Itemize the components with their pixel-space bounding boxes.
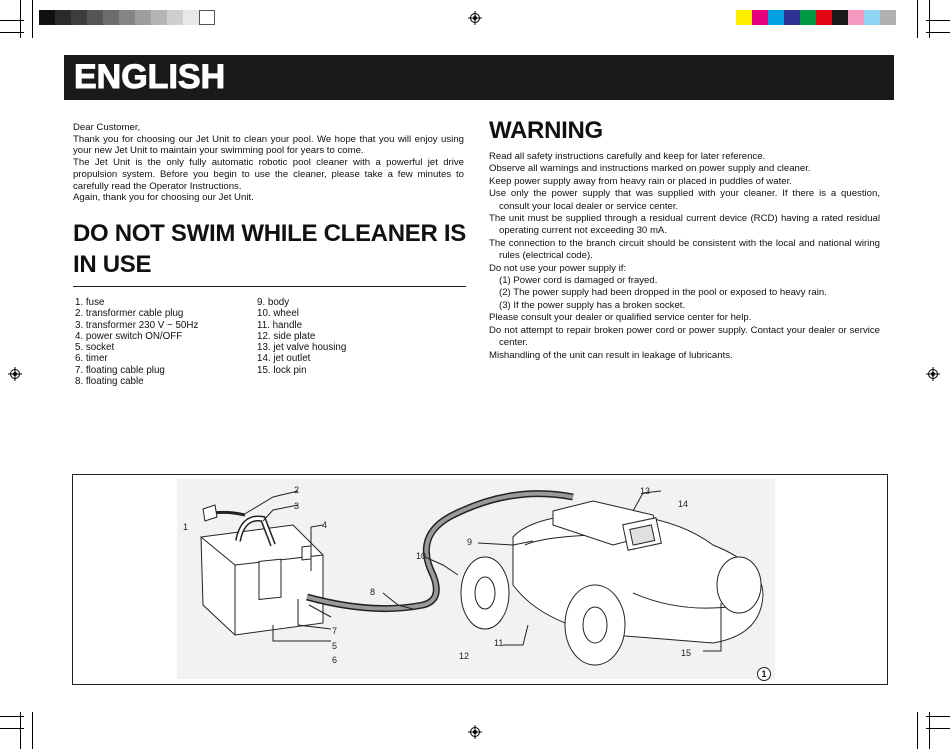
color-swatch — [864, 10, 880, 25]
callout-label: 11 — [494, 638, 504, 648]
color-swatch — [816, 10, 832, 25]
part-item: 2. transformer cable plug — [75, 308, 184, 320]
crop-mark — [929, 712, 930, 749]
intro-paragraph: The Jet Unit is the only fully automatic robotic pool cleaner with a powerful jet drive propulsion system. Before you begin to use the cleaner, please take a few minutes to carefully read the Operator Instructions. — [73, 157, 464, 192]
crop-mark — [926, 32, 950, 33]
registration-mark-icon — [468, 11, 482, 25]
callout-label: 13 — [640, 486, 651, 496]
callout-label: 2 — [294, 485, 300, 495]
power-switch — [302, 546, 311, 560]
crop-mark — [32, 0, 33, 38]
part-item: 14. jet outlet — [257, 353, 311, 365]
crop-mark — [917, 0, 918, 38]
color-swatch — [39, 10, 55, 25]
warning-line: Mishandling of the unit can result in leakage of lubricants. — [489, 349, 733, 361]
color-swatch — [832, 10, 848, 25]
callout-label: 9 — [467, 537, 473, 547]
color-swatch — [848, 10, 864, 25]
warning-line: Use only the power supply that was supplied with your cleaner. If there is a question, consult your local dealer or service center. — [489, 188, 880, 212]
header-title: ENGLISH — [74, 58, 226, 96]
part-item: 13. jet valve housing — [257, 342, 347, 354]
callout-label: 3 — [294, 501, 300, 511]
crop-mark — [917, 712, 918, 749]
swim-caution-heading: DO NOT SWIM WHILE CLEANER IS IN USE — [73, 220, 466, 278]
part-item: 6. timer — [75, 353, 108, 365]
crop-mark — [32, 712, 33, 749]
part-item: 7. floating cable plug — [75, 364, 165, 376]
color-swatch — [752, 10, 768, 25]
part-item: 4. power switch ON/OFF — [75, 330, 183, 342]
warning-line: Observe all warnings and instructions marked on power supply and cleaner. — [489, 163, 811, 175]
intro-paragraph: Dear Customer, — [73, 122, 141, 133]
warning-list — [489, 151, 880, 362]
intro-letter — [73, 122, 464, 204]
color-swatch — [71, 10, 87, 25]
color-swatch — [87, 10, 103, 25]
part-item: 1. fuse — [75, 297, 105, 308]
divider — [73, 286, 466, 287]
color-swatch-bar — [736, 10, 896, 25]
figure-number-badge: 1 — [757, 667, 771, 681]
color-swatch — [199, 10, 215, 25]
callout-label: 1 — [183, 522, 189, 532]
part-item: 10. wheel — [257, 308, 299, 320]
color-swatch — [55, 10, 71, 25]
warning-line: Please consult your dealer or qualified service center for help. — [489, 312, 752, 324]
gray-swatch-bar — [39, 10, 215, 25]
warning-line: Read all safety instructions carefully and keep for later reference. — [489, 151, 766, 162]
warning-line: Keep power supply away from heavy rain or placed in puddles of water. — [489, 175, 792, 187]
callout-label: 12 — [459, 651, 470, 661]
parts-list-col2 — [257, 297, 346, 376]
part-item: 3. transformer 230 V ~ 50Hz — [75, 319, 199, 331]
part-item: 8. floating cable — [75, 376, 144, 388]
color-swatch — [151, 10, 167, 25]
fuse-plug — [203, 505, 217, 521]
product-figure — [72, 474, 888, 685]
part-item: 9. body — [257, 297, 290, 308]
language-header — [56, 55, 894, 100]
color-swatch — [800, 10, 816, 25]
part-item: 15. lock pin — [257, 364, 307, 376]
crop-mark — [0, 32, 24, 33]
warning-title: WARNING — [489, 117, 603, 144]
color-swatch — [183, 10, 199, 25]
registration-mark-icon — [8, 367, 22, 381]
warning-line: Do not attempt to repair broken power cord or power supply. Contact your dealer or service center. — [489, 324, 880, 349]
parts-list-col1 — [75, 297, 198, 387]
callout-label: 14 — [678, 499, 689, 509]
color-swatch — [135, 10, 151, 25]
color-swatch — [103, 10, 119, 25]
warning-line: The unit must be supplied through a residual current device (RCD) having a rated residual operating current not exceeding 30 mA. — [489, 213, 880, 237]
part-item: 12. side plate — [257, 330, 316, 342]
warning-subline: (3) If the power supply has a broken socket. — [499, 299, 686, 311]
timer-panel — [259, 559, 281, 599]
intro-paragraph: Thank you for choosing our Jet Unit to clean your pool. We hope that you will enjoy using your new Jet Unit to maintain your swimming pool for years to come. — [73, 133, 464, 157]
color-swatch — [736, 10, 752, 25]
callout-label: 4 — [322, 520, 328, 530]
color-swatch — [167, 10, 183, 25]
warning-line: The connection to the branch circuit should be consistent with the local and national wiring rules (electrical code). — [489, 237, 880, 262]
color-swatch — [119, 10, 135, 25]
callout-label: 7 — [332, 626, 338, 636]
wheel-back — [717, 557, 761, 613]
callout-label: 15 — [681, 648, 692, 658]
warning-subline: (1) Power cord is damaged or frayed. — [499, 275, 658, 287]
color-swatch — [880, 10, 896, 25]
color-swatch — [784, 10, 800, 25]
callout-label: 6 — [332, 655, 338, 665]
registration-mark-icon — [468, 725, 482, 739]
intro-paragraph: Again, thank you for choosing our Jet Unit. — [73, 192, 254, 204]
product-illustration — [73, 475, 889, 686]
color-swatch — [768, 10, 784, 25]
registration-mark-icon — [926, 367, 940, 381]
part-item: 5. socket — [75, 342, 115, 354]
callout-label: 5 — [332, 641, 338, 651]
header-stripe — [56, 55, 64, 100]
callout-label: 10 — [416, 551, 427, 561]
callout-label: 8 — [370, 587, 376, 597]
part-item: 11. handle — [257, 319, 303, 331]
warning-line: Do not use your power supply if: — [489, 262, 627, 274]
crop-mark — [20, 712, 21, 749]
warning-subline: (2) The power supply had been dropped in the pool or exposed to heavy rain. — [499, 287, 827, 299]
